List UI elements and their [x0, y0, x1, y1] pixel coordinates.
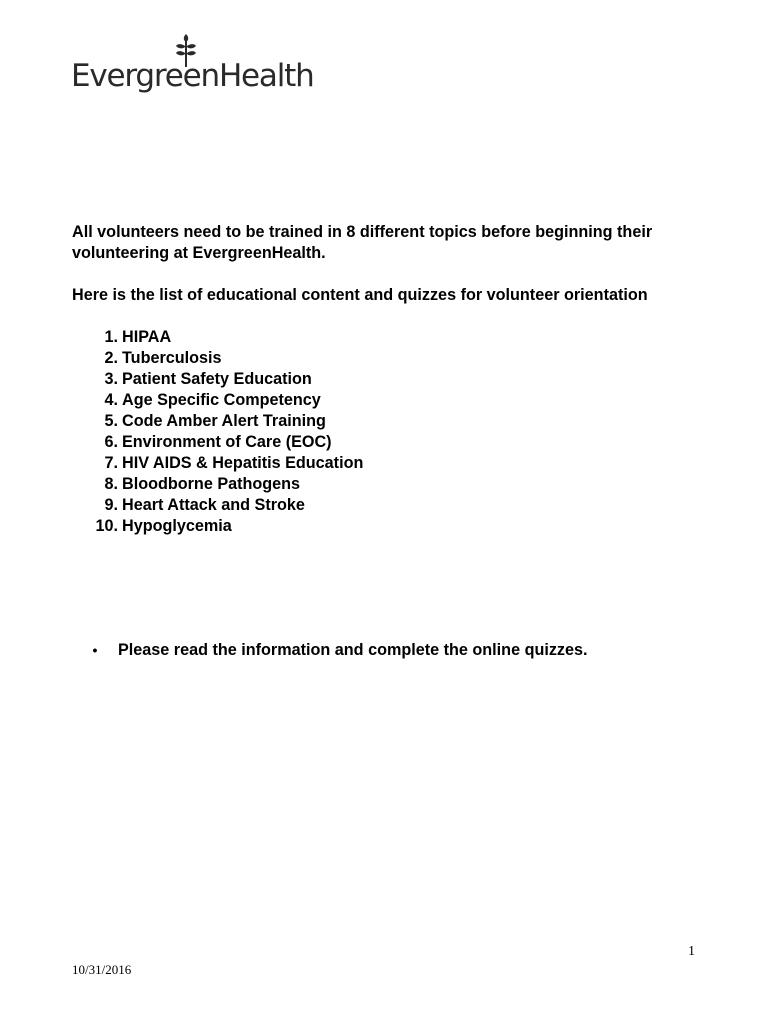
list-intro-paragraph: Here is the list of educational content and quizzes for volunteer orientation [72, 286, 648, 304]
list-item-label: HIPAA [122, 328, 172, 346]
instruction-text: Please read the information and complete the online quizzes. [118, 641, 588, 659]
list-item-number: 4. [104, 391, 118, 409]
list-item [72, 495, 692, 516]
list-item [72, 327, 692, 348]
list-item [72, 348, 692, 369]
logo-wordmark: EvergreenHealth [71, 58, 314, 94]
list-item [72, 516, 692, 537]
list-item-number: 2. [104, 349, 118, 367]
list-item-number: 5. [104, 412, 118, 430]
list-item-label: Tuberculosis [122, 349, 222, 367]
list-item [72, 453, 692, 474]
list-item-label: Bloodborne Pathogens [122, 475, 301, 493]
list-item-number: 8. [104, 475, 118, 493]
topic-list [72, 327, 692, 537]
list-item [72, 369, 692, 390]
list-item-number: 3. [104, 370, 118, 388]
list-item-number: 6. [104, 433, 118, 451]
list-item-label: Environment of Care (EOC) [122, 433, 332, 451]
page-number: 1 [688, 944, 695, 959]
evergreenhealth-logo [71, 34, 314, 106]
list-item-number: 9. [104, 496, 118, 514]
list-item-label: Patient Safety Education [122, 370, 312, 388]
list-item-number: 1. [104, 328, 118, 346]
list-item-label: Heart Attack and Stroke [122, 496, 305, 514]
list-item-label: Age Specific Competency [122, 391, 321, 409]
list-item [72, 432, 692, 453]
list-item-number: 7. [104, 454, 118, 472]
footer-date: 10/31/2016 [72, 962, 132, 977]
intro-paragraph: All volunteers need to be trained in 8 different topics before beginning their volunteering at EvergreenHealth. [72, 223, 653, 262]
list-item [72, 411, 692, 432]
list-item-label: Hypoglycemia [122, 517, 232, 535]
list-item-label: HIV AIDS & Hepatitis Education [122, 454, 364, 472]
list-item [72, 390, 692, 411]
list-item-label: Code Amber Alert Training [122, 412, 326, 430]
list-item [72, 474, 692, 495]
main-content [72, 222, 692, 537]
bullet-icon: • [92, 642, 98, 658]
instruction-bullet [72, 640, 588, 661]
list-item-number: 10. [95, 517, 118, 535]
